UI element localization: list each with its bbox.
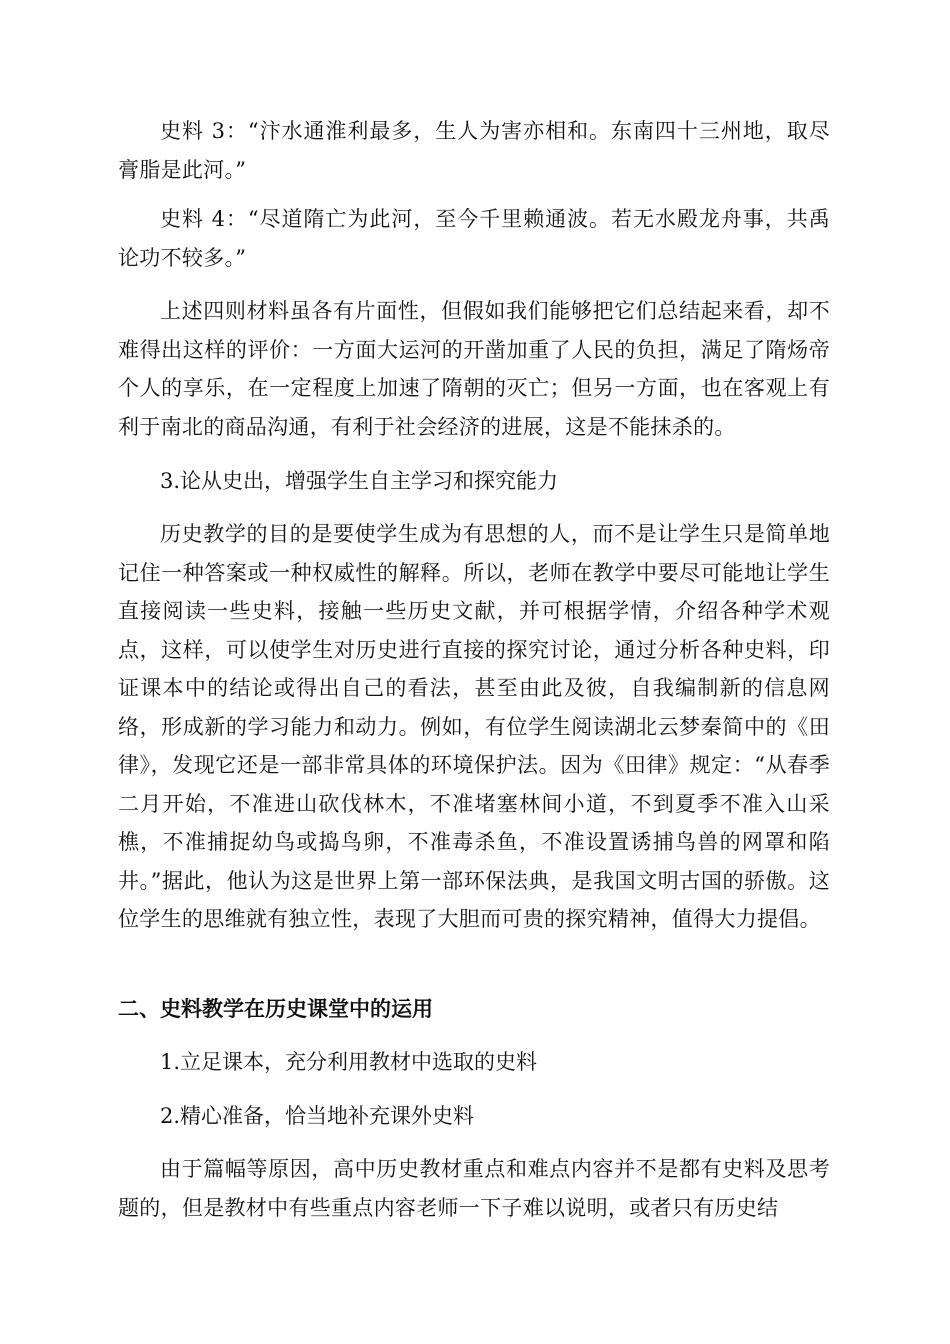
teaching-purpose-paragraph: 历史教学的目的是要使学生成为有思想的人，而不是让学生只是简单地记住一种答案或一种权威性的解释。所以，老师在教学中要尽可能地让学生直接阅读一些史料，接触一些历史文献，并可根据学情，介绍各种学术观点，这样，可以使学生对历史进行直接的探究讨论，通过分析各种史料，印证课本中的结论或得出自己的看法，甚至由此及彼，自我编制新的信息网络，形成新的学习能力和动力。例如，有位学生阅读湖北云梦秦简中的《田律》，发现它还是一部非常具体的环境保护法。因为《田律》规定：“从春季二月开始，不准进山砍伐林木，不准堵塞林间小道，不到夏季不准入山采樵，不准捕捉幼鸟或捣鸟卵，不准毒杀鱼，不准设置诱捕鸟兽的网罩和陷井。”据此，他认为这是世界上第一部环保法典，是我国文明古国的骄傲。这位学生的思维就有独立性，表现了大胆而可贵的探究精神，值得大力提倡。 [118,522,830,931]
source-4-paragraph: 史料 4：“尽道隋亡为此河，至今千里赖通波。若无水殿龙舟事，共禹论功不较多。” [118,207,830,270]
subheading-1: 1.立足课本，充分利用教材中选取的史料 [160,1050,538,1074]
section-heading-2: 二、史料教学在历史课堂中的运用 [118,997,433,1021]
subheading-3: 3.论从史出，增强学生自主学习和探究能力 [160,469,559,493]
source-3-paragraph: 史料 3：“汴水通淮利最多，生人为害亦相和。东南四十三州地，取尽膏脂是此河。” [118,119,830,182]
subheading-2: 2.精心准备，恰当地补充课外史料 [160,1104,475,1128]
textbook-paragraph: 由于篇幅等原因，高中历史教材重点和难点内容并不是都有史料及思考题的，但是教材中有些重点内容老师一下子难以说明，或者只有历史结 [118,1157,830,1220]
summary-paragraph: 上述四则材料虽各有片面性，但假如我们能够把它们总结起来看，却不难得出这样的评价：一方面大运河的开凿加重了人民的负担，满足了隋炀帝个人的享乐，在一定程度上加速了隋朝的灭亡；但另一方面，也在客观上有利于南北的商品沟通，有利于社会经济的进展，这是不能抹杀的。 [118,299,830,439]
